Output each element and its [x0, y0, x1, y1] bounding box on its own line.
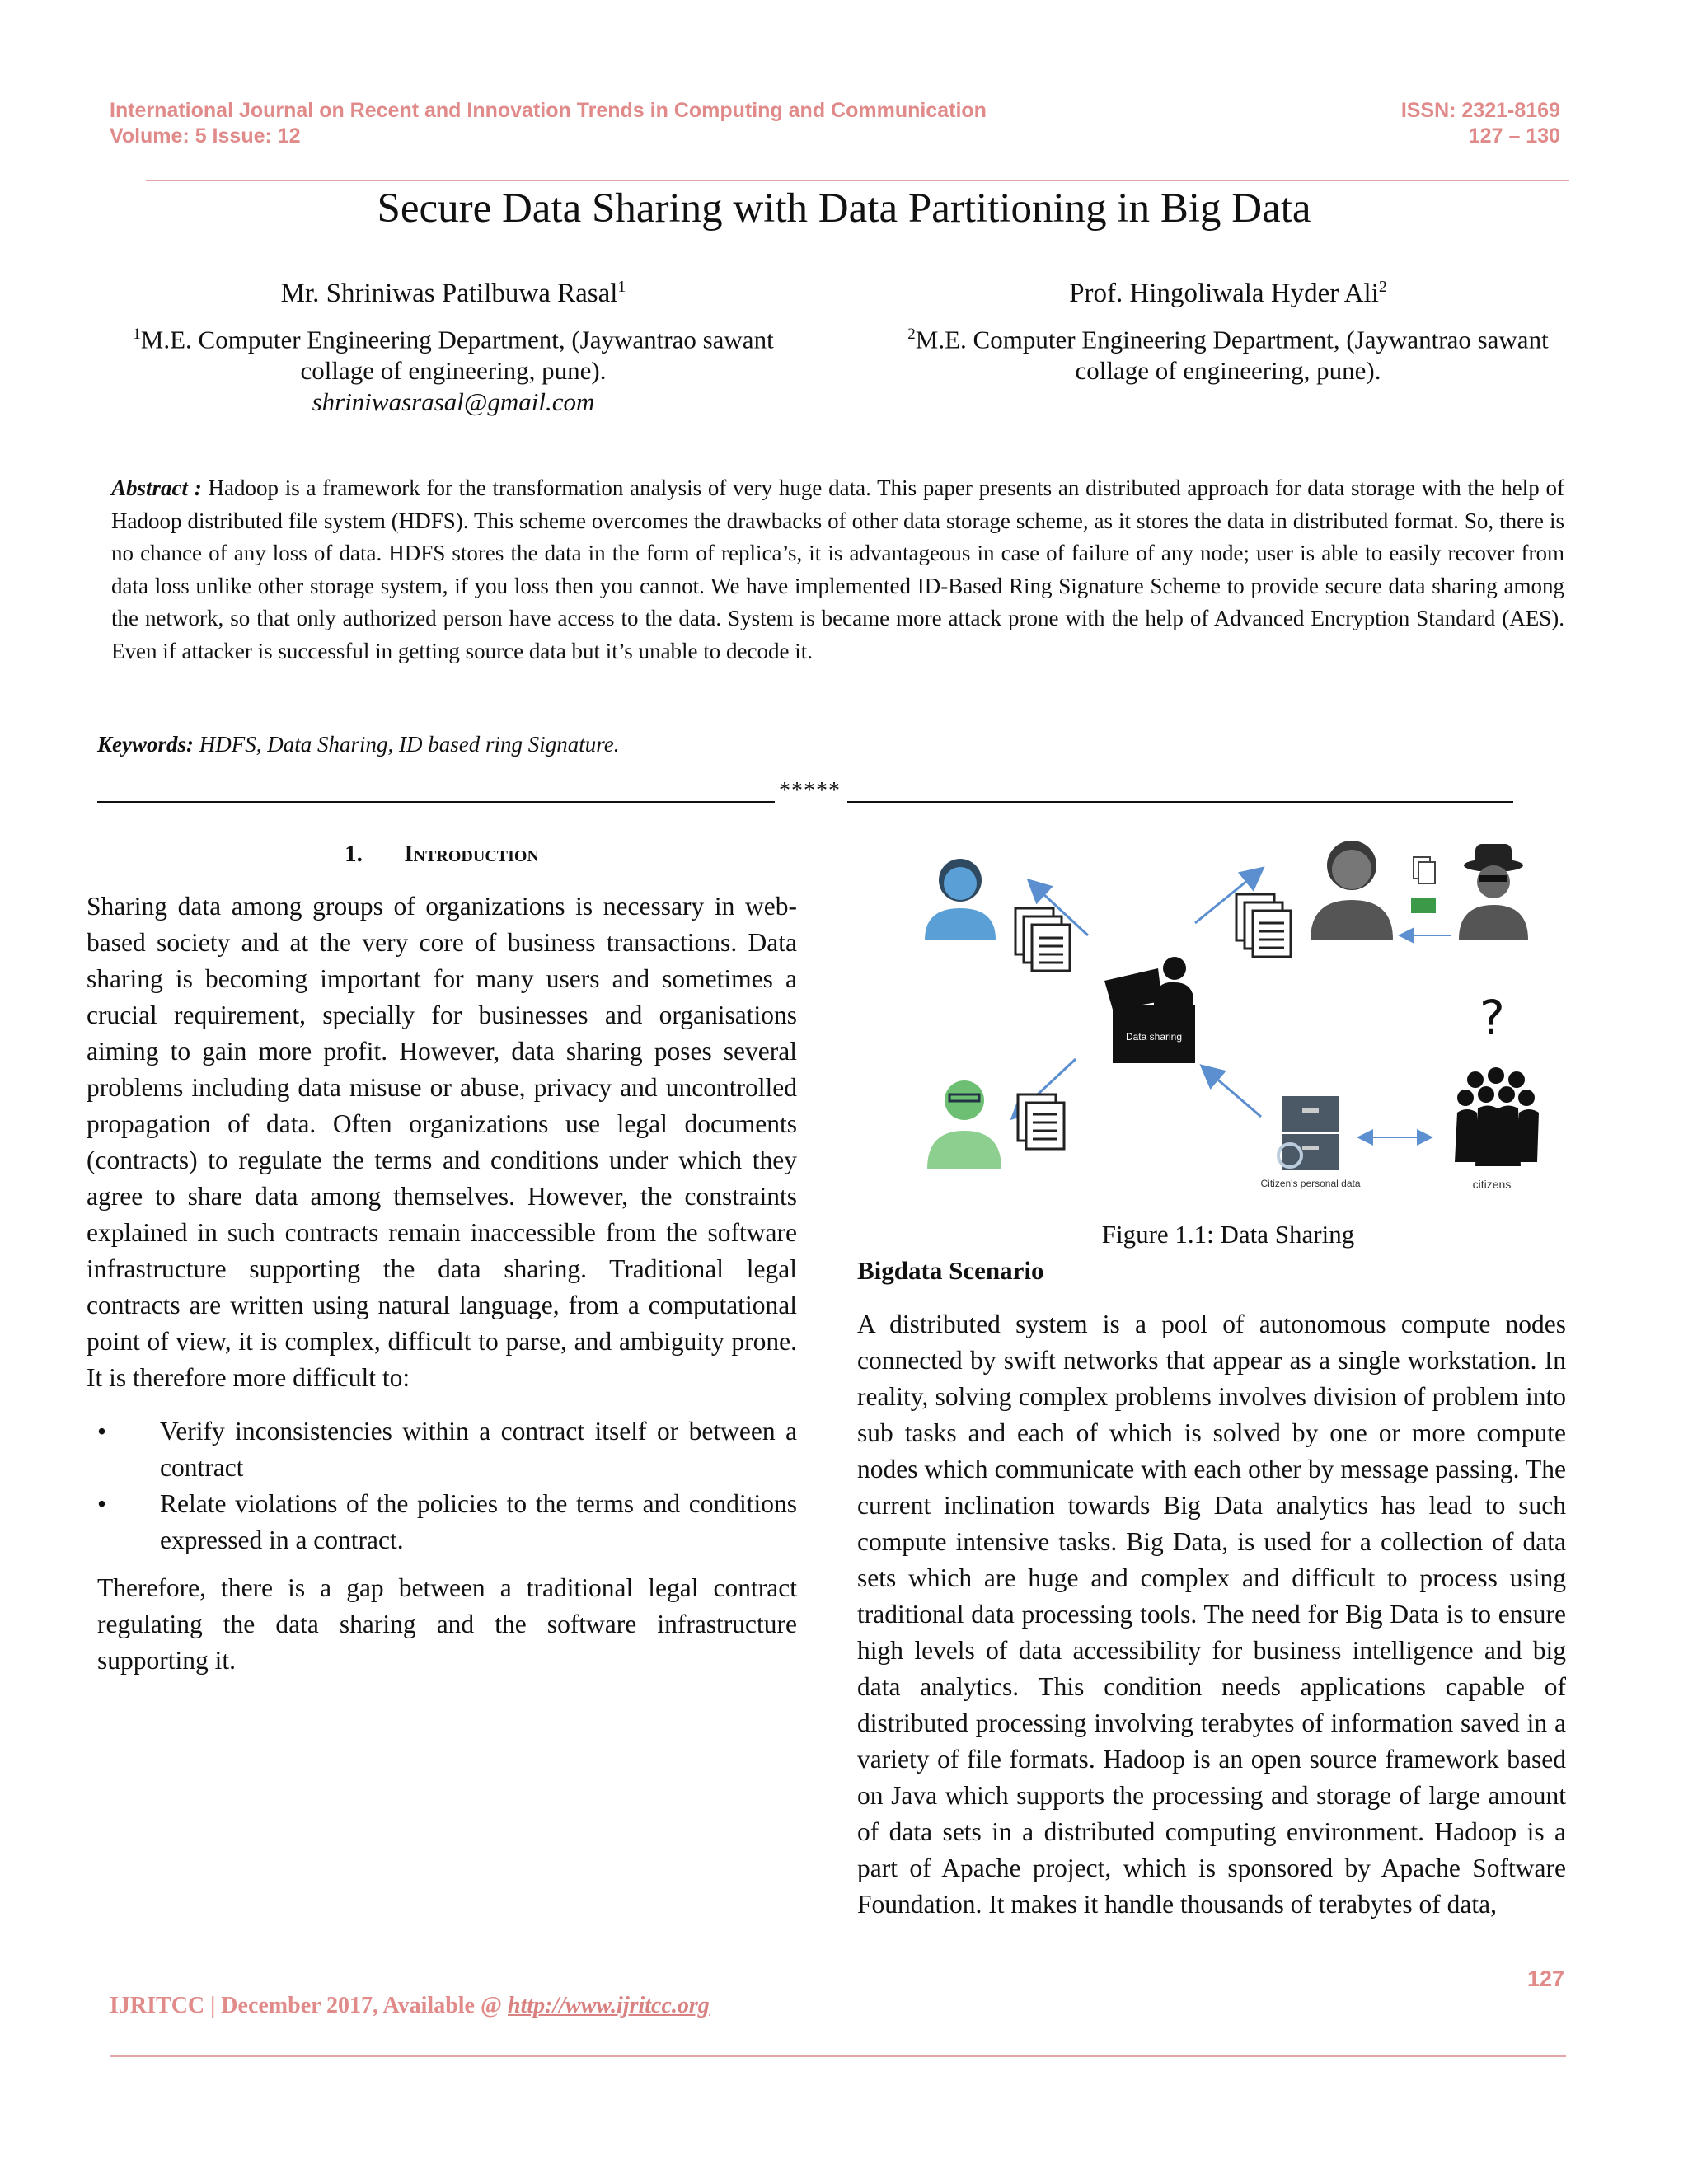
intro-bullet-list [97, 1413, 797, 1558]
affiliation-1 [107, 319, 799, 418]
separator-line-left [97, 801, 775, 803]
separator-line-right [847, 801, 1513, 803]
young-user-icon [927, 1080, 1001, 1169]
man-user-icon [1311, 841, 1393, 940]
abstract-label: Abstract : [111, 476, 202, 500]
footer-label: IJRITCC | December 2017, Available @ [110, 1993, 509, 2018]
question-mark-icon: ? [1479, 990, 1505, 1046]
issn: ISSN: 2321-8169 [1400, 99, 1560, 122]
intro-bullet-1 [97, 1413, 797, 1486]
filing-cabinet-icon [1278, 1096, 1339, 1170]
data-sharing-figure [874, 832, 1541, 1212]
affil-1-line2: collage of engineering, pune). [300, 356, 607, 386]
intro-number: 1. [345, 841, 363, 867]
abstract-text: Hadoop is a framework for the transformation analysis of very huge data. This paper presents an distributed approach for data storage with the help of Hadoop distributed file system (HDFS). This scheme overcomes the drawbacks of other data storage scheme, as it stores the data in distributed format. So, there is no chance of any loss of data. HDFS stores the data in the form of replica’s, it is advantageous in case of failure of any node; user is able to easily recover from data loss unlike other storage system, if you loss then you cannot. We have implemented ID-Based Ring Signature Scheme to provide secure data sharing among the network, so that only authorized person have access to the data. System is became more attack prone with the help of Advanced Encryption Standard (AES). Even if attacker is successful in getting source data but it’s unable to decode it. [111, 476, 1564, 663]
document-stack-icon-3 [1018, 1094, 1064, 1149]
affil-2-sup: 2 [907, 326, 916, 343]
footer-link[interactable]: http://www.ijritcc.org [508, 1993, 710, 2018]
intro-bullet-1-text: Verify inconsistencies within a contract itself or between a contract [160, 1417, 797, 1482]
arrow-from-personal-data [1203, 1067, 1261, 1117]
author-1-sup: 1 [617, 278, 626, 296]
intro-heading-text: Introduction [404, 841, 539, 867]
header-rule [146, 180, 1569, 181]
bullet-symbol: • [97, 1417, 107, 1446]
intro-paragraph-1: Sharing data among groups of organizations is necessary in web-based society and at the very core of business transactions. Data sharing is becoming important for many users and sometimes a crucial requirement, specially for businesses and organisations aiming to gain more profit. However, data sharing poses several problems including data misuse or abuse, privacy and uncontrolled propagation of data. Often organizations use legal documents (contracts) to regulate the terms and conditions under which they agree to share data among themselves. However, the constraints explained in such contracts remain inaccessible from the software infrastructure supporting the data sharing. Traditional legal contracts are written using natural language, from a computational point of view, it is complex, difficult to parse, and ambiguity prone. It is therefore more difficult to: [87, 892, 797, 1392]
affil-1-line1: M.E. Computer Engineering Department, (Jaywantrao sawant [140, 325, 774, 354]
volume-issue: Volume: 5 Issue: 12 [110, 124, 301, 148]
personal-data-label: Citizen's personal data [1260, 1178, 1361, 1189]
footer-text [110, 1993, 710, 2019]
author-2 [890, 270, 1566, 310]
affiliation-2 [882, 319, 1574, 387]
keywords-label: Keywords: [97, 732, 194, 757]
citizens-label: citizens [1472, 1178, 1512, 1191]
separator-stars: ***** [779, 778, 841, 804]
keywords [97, 729, 619, 760]
affil-1-sup: 1 [133, 326, 141, 343]
page-number: 127 [1526, 1966, 1564, 1991]
hacker-icon [1459, 844, 1528, 940]
keywords-text: HDFS, Data Sharing, ID based ring Signature. [199, 732, 620, 757]
stolen-data-icon [1411, 857, 1436, 913]
bigdata-heading: Bigdata Scenario [857, 1256, 1044, 1285]
author-2-name: Prof. Hingoliwala Hyder Ali [1069, 279, 1379, 308]
intro-heading [87, 841, 797, 868]
intro-bullet-2 [97, 1486, 797, 1558]
author-1-name: Mr. Shriniwas Patilbuwa Rasal [280, 279, 618, 308]
bullet-symbol: • [97, 1489, 107, 1518]
author-2-sup: 2 [1378, 278, 1387, 296]
document-stack-icon [1015, 908, 1070, 971]
woman-user-icon [925, 859, 996, 940]
affil-2-line2: collage of engineering, pune). [1075, 356, 1381, 386]
data-sharing-box-icon [1104, 957, 1195, 1063]
affil-2-line1: M.E. Computer Engineering Department, (Jaywantrao sawant [915, 325, 1549, 354]
footer-rule [110, 2055, 1566, 2057]
document-stack-icon-2 [1236, 894, 1291, 957]
abstract [111, 472, 1564, 668]
bigdata-paragraph: A distributed system is a pool of autonomous compute nodes connected by swift networks that appear as a single workstation. In reality, solving complex problems involves division of problem into sub tasks and each of which is solved by one or more compute nodes which communicate with each other by message passing. The current inclination towards Big Data analytics has lead to such compute intensive tasks. Big Data, is used for a collection of data sets which are huge and complex and difficult to process using traditional data processing tools. The need for Big Data is to ensure high levels of data accessibility for business intelligence and big data analytics. This condition needs applications capable of distributed processing involving terabytes of information saved in a variety of file formats. Hadoop is an open source framework based on Java which supports the processing and storage of large amount of data sets in a distributed computing environment. Hadoop is a part of Apache project, which is sponsored by Apache Software Foundation. It makes it handle thousands of terabytes of data, [857, 1310, 1566, 1919]
page-range: 127 – 130 [1468, 124, 1560, 148]
citizens-crowd-icon [1455, 1067, 1539, 1166]
author-1-email: shriniwasrasal@gmail.com [312, 387, 595, 417]
journal-name: International Journal on Recent and Innovation Trends in Computing and Communication [110, 99, 987, 122]
paper-title: Secure Data Sharing with Data Partitioning in Big Data [377, 185, 1311, 232]
author-1 [115, 270, 791, 310]
data-sharing-label: Data sharing [1125, 1031, 1183, 1043]
intro-bullet-2-text: Relate violations of the policies to the terms and conditions expressed in a contract. [160, 1489, 797, 1554]
figure-caption: Figure 1.1: Data Sharing [1101, 1220, 1355, 1249]
intro-paragraph-2: Therefore, there is a gap between a traditional legal contract regulating the data sharing and the software infrastructure supporting it. [97, 1573, 797, 1675]
